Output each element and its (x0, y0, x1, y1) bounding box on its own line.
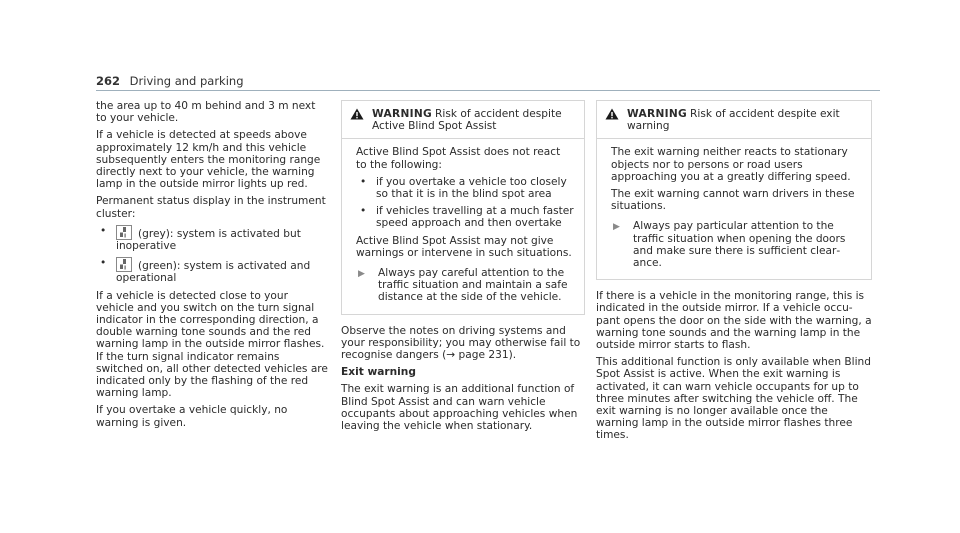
paragraph: This additional function is only available when Blind Spot Assist is active. When the exit warning is activated, it can warn vehicle occupants for up to three minutes after switching the vehicle off. The exit warning is no longer available once the warning lamp in the outside mirror flashes three times. (596, 356, 871, 442)
warning-triangle-icon (605, 108, 627, 132)
page-number: 262 (96, 74, 121, 88)
section-heading: Exit warning (341, 366, 416, 379)
blind-spot-symbol-icon (116, 225, 132, 240)
blind-spot-symbol-icon (116, 257, 132, 272)
warning-box (341, 100, 585, 315)
warning-text: The exit warning neither reacts to stationary objects nor to persons or road users approaching you at a greatly differing speed. (611, 146, 851, 183)
warning-box (596, 100, 872, 280)
warning-header (342, 101, 584, 139)
column-3 (596, 100, 872, 447)
instruction-arrow-icon: ▶ (613, 222, 620, 233)
warning-text: Active Blind Spot Assist may not give warnings or intervene in such situations. (356, 234, 572, 259)
paragraph: the area up to 40 m behind and 3 m next to your vehicle. (96, 100, 316, 125)
warning-title: Risk of accident despite Active Blind Spot Assist (372, 108, 562, 133)
warning-triangle-icon (350, 108, 372, 132)
page-header (96, 74, 244, 88)
warning-label: WARNING (627, 108, 688, 120)
paragraph: The exit warning is an additional function of Blind Spot Assist and can warn vehicle occupants about approaching vehicles when leaving the vehicle when stationary. (341, 383, 578, 433)
warning-header (597, 101, 871, 139)
instruction: ▶ Always pay particular attention to the traffic situation when opening the doors and make sure there is sufficient clearance. (613, 220, 846, 270)
list-item: • if vehicles travelling at a much faster speed approach and then overtake (360, 205, 574, 230)
column-1 (96, 100, 328, 434)
warning-intro: Active Blind Spot Assist does not react to the following: (356, 146, 561, 171)
list-item: • (grey): system is activated but inoperative (100, 224, 301, 253)
list-item: • (green): system is activated and operational (100, 257, 311, 285)
instruction: ▶ Always pay careful attention to the traffic situation and maintain a safe distance at the side of the vehicle. (358, 267, 568, 304)
column-2 (341, 100, 585, 437)
warning-label: WARNING (372, 108, 433, 120)
warning-body (342, 139, 584, 313)
paragraph: If you overtake a vehicle quickly, no warning is given. (96, 404, 288, 429)
status-green-text: (green): system is activated and operational (116, 260, 311, 285)
status-grey-text: (grey): system is activated but inoperative (116, 227, 301, 253)
paragraph: If a vehicle is detected at speeds above approximately 12 km/h and this vehicle subsequently enters the monitoring range directly next to your vehicle, the warning lamp in the outside mirror lights up red. (96, 129, 321, 191)
paragraph: Permanent status display in the instrument cluster: (96, 195, 326, 220)
warning-title: Risk of accident despite exit warning (627, 108, 840, 133)
list-item: • if you overtake a vehicle too closely so that it is in the blind spot area (360, 175, 567, 201)
instruction-arrow-icon: ▶ (358, 269, 365, 280)
warning-body (597, 139, 871, 279)
paragraph: If a vehicle is detected close to your vehicle and you switch on the turn signal indicator in the corresponding direction, a double warning tone sounds and the red warning lamp in the outside mirror flashes. If the turn signal indicator remains switched on, all other detected vehicles are indicated only by the flashing of the red warning lamp. (96, 289, 328, 400)
warning-text: The exit warning cannot warn drivers in these situations. (611, 188, 855, 213)
paragraph: Observe the notes on driving systems and your responsibility; you may otherwise fail to recognise dangers (→ page 231). (341, 324, 581, 362)
section-title: Driving and parking (129, 74, 244, 88)
header-divider (96, 90, 880, 91)
paragraph: If there is a vehicle in the monitoring range, this is indicated in the outside mirror. If a vehicle occupant opens the door on the side with the warning, a warning tone sounds and the warning lamp in the outside mirror starts to flash. (596, 290, 872, 352)
